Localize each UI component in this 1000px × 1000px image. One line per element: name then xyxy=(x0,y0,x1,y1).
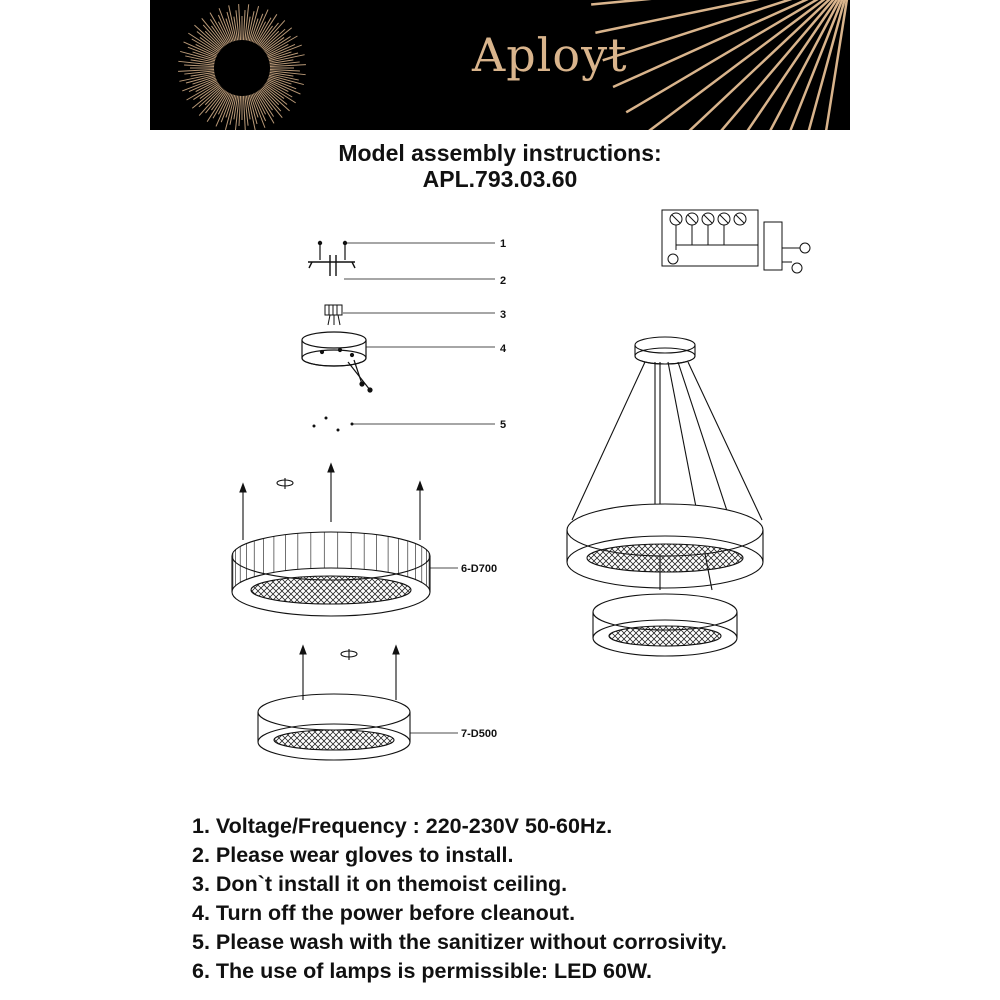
note-item: 2. Please wear gloves to install. xyxy=(192,843,514,867)
document-title: Model assembly instructions: xyxy=(338,140,662,166)
ring-small-exploded xyxy=(258,646,410,760)
note-item: 4. Turn off the power before cleanout. xyxy=(192,901,576,925)
part-1-rods xyxy=(318,241,346,260)
ring-large-exploded xyxy=(232,464,430,616)
instruction-notes xyxy=(192,812,727,986)
ring-small-label: 7-D500 xyxy=(461,728,498,740)
callout-5: 5 xyxy=(500,419,507,431)
wiring-diagram-icon xyxy=(662,210,810,273)
part-5-screws xyxy=(313,417,354,432)
note-item: 5. Please wash with the sanitizer without corrosivity. xyxy=(192,930,727,954)
ring-large-label: 6-D700 xyxy=(461,563,498,575)
part-2-crossbar xyxy=(308,255,355,276)
model-number: APL.793.03.60 xyxy=(422,166,578,192)
callout-3: 3 xyxy=(500,309,507,321)
brand-logo-text: Aployt xyxy=(472,28,628,82)
note-item: 6. The use of lamps is permissible: LED 60W. xyxy=(192,959,653,983)
part-4-canopy xyxy=(302,332,372,392)
note-item: 1. Voltage/Frequency : 220-230V 50-60Hz. xyxy=(192,814,613,838)
assembled-chandelier xyxy=(567,337,763,656)
note-item: 3. Don`t install it on themoist ceiling. xyxy=(192,872,568,896)
callout-1: 1 xyxy=(500,238,507,250)
callout-2: 2 xyxy=(500,275,507,287)
part-3-terminal-block xyxy=(325,305,342,325)
callout-4: 4 xyxy=(500,343,507,355)
